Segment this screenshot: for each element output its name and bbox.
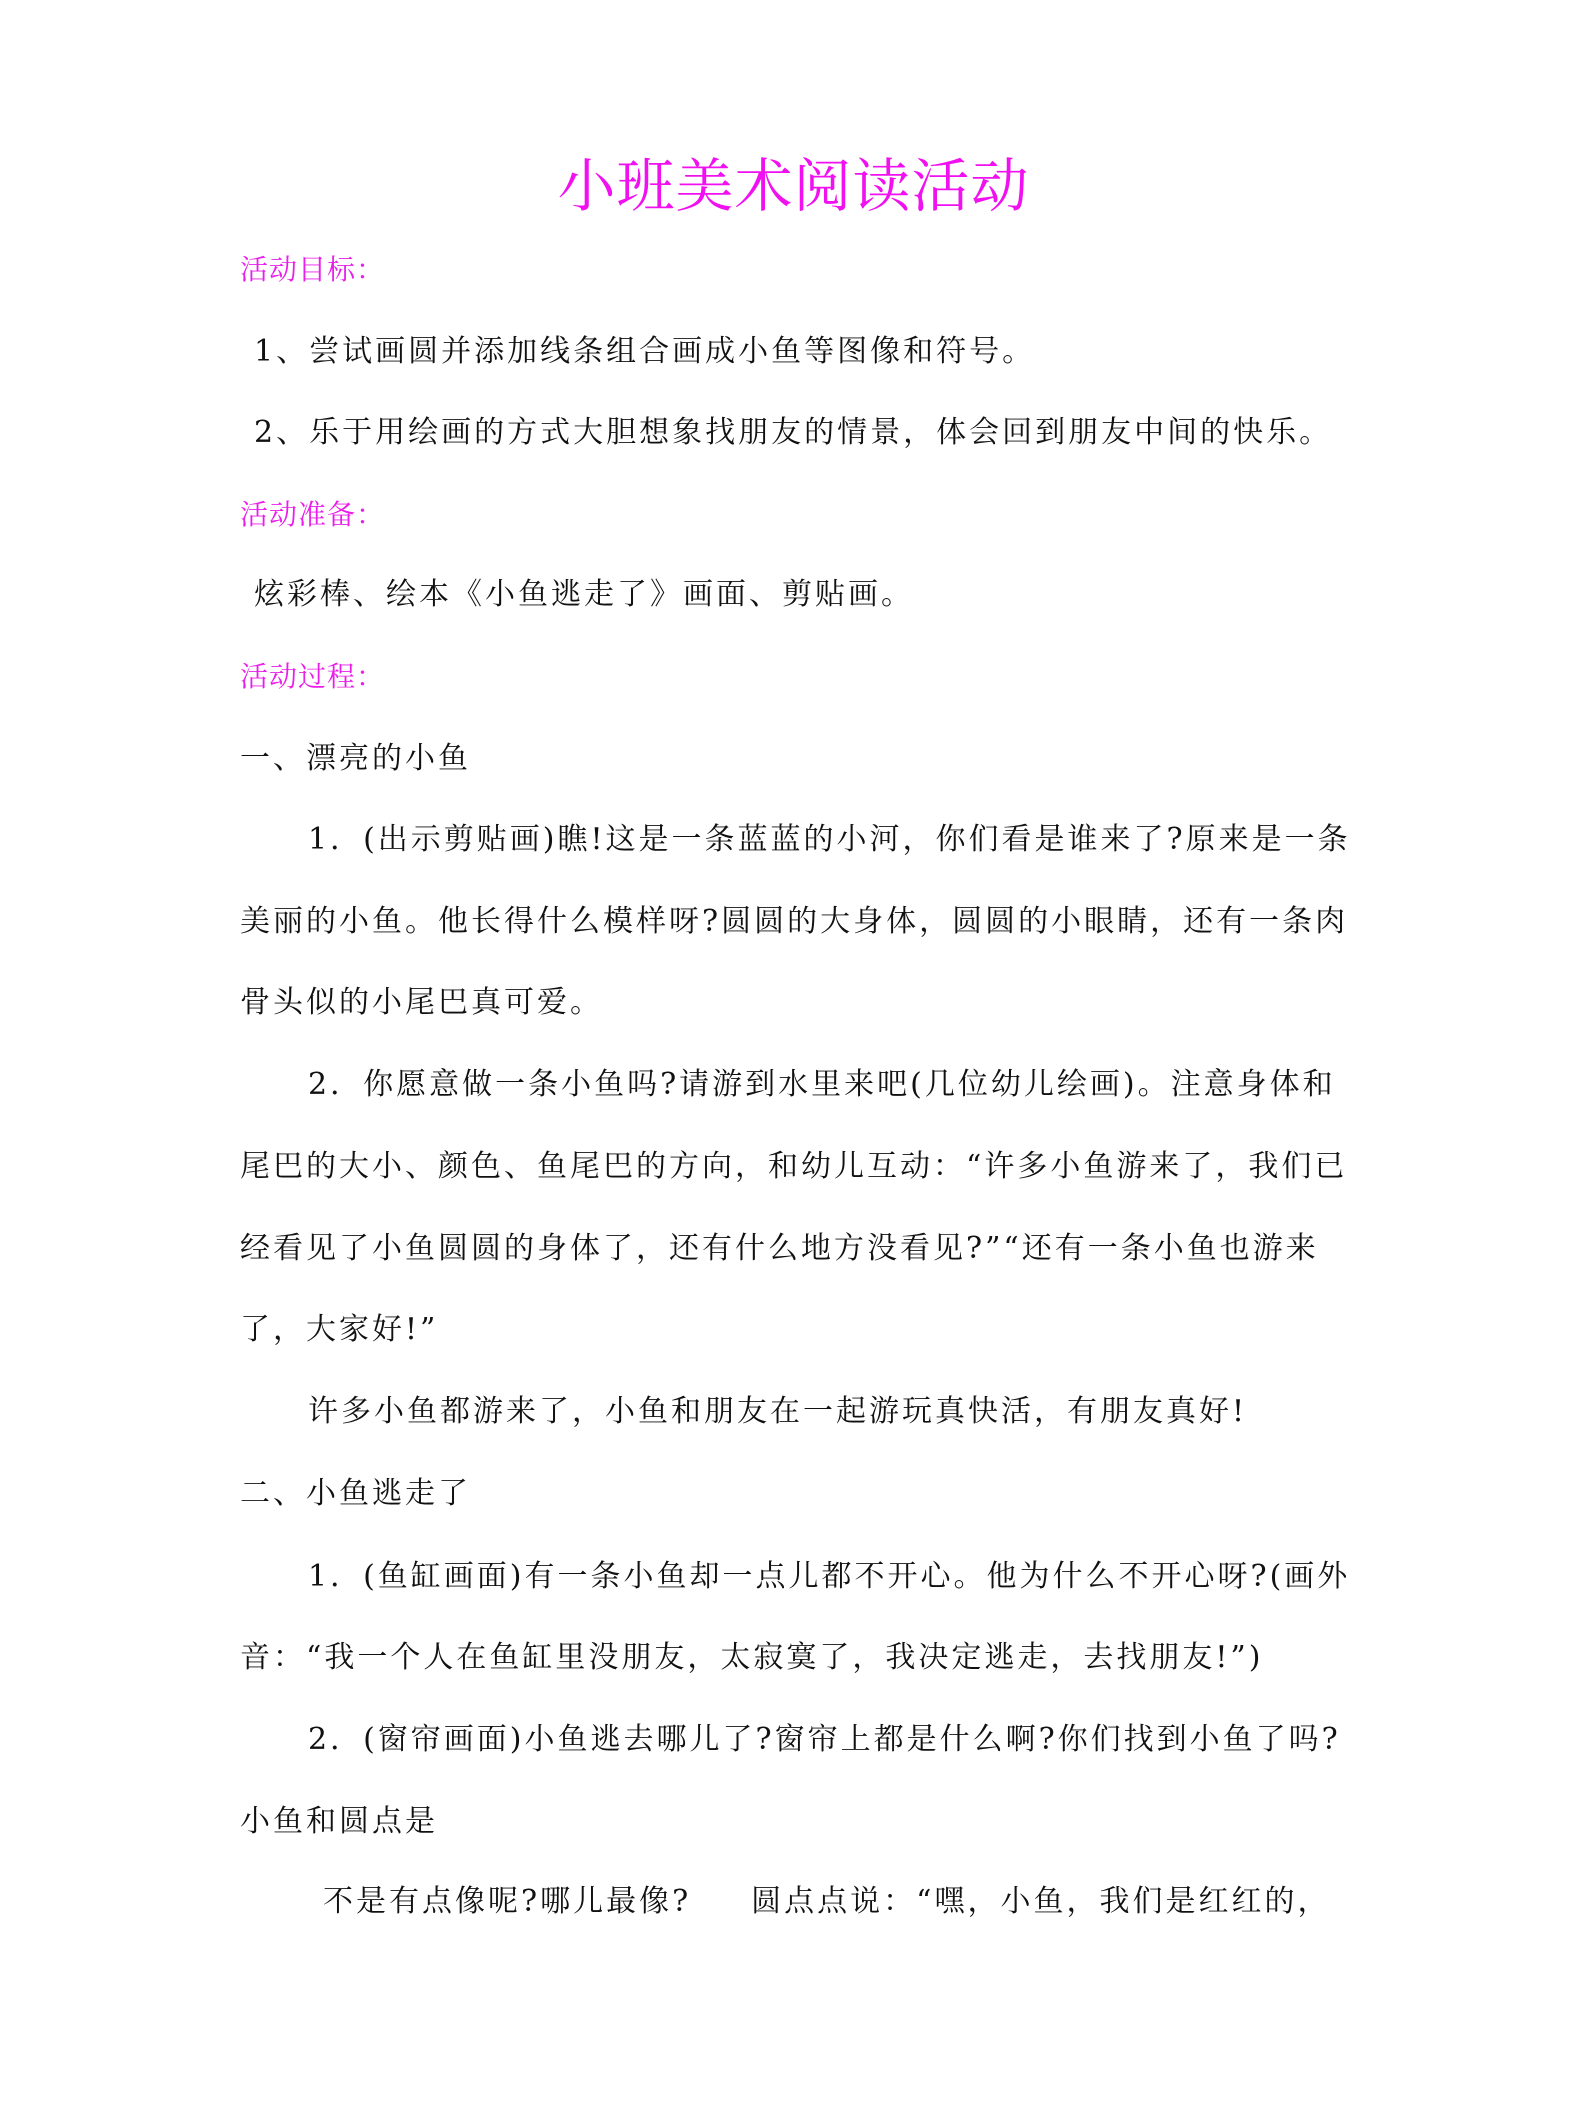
last-line-part-b: 圆点点说：“嘿，小鱼，我们是红红的， — [751, 1884, 1331, 1919]
paragraph-line: 1．(出示剪贴画)瞧!这是一条蓝蓝的小河，你们看是谁来了?原来是一条 — [308, 822, 1351, 857]
document-title: 小班美术阅读活动 — [557, 152, 1030, 220]
preparation-text: 炫彩棒、绘本《小鱼逃走了》画面、剪贴画。 — [254, 577, 914, 612]
last-line-part-a: 不是有点像呢?哪儿最像? — [323, 1884, 692, 1919]
paragraph-line: 美丽的小鱼。他长得什么模样呀?圆圆的大身体，圆圆的小眼睛，还有一条肉 — [240, 904, 1349, 939]
paragraph-line: 尾巴的大小、颜色、鱼尾巴的方向，和幼儿互动：“许多小鱼游来了，我们已 — [240, 1149, 1348, 1184]
paragraph-line: 许多小鱼都游来了，小鱼和朋友在一起游玩真快活，有朋友真好! — [308, 1394, 1248, 1429]
paragraph-line: 音：“我一个人在鱼缸里没朋友，太寂寞了，我决定逃走，去找朋友!”) — [240, 1640, 1264, 1675]
part2-title: 二、小鱼逃走了 — [240, 1476, 471, 1511]
section-heading-goals: 活动目标： — [240, 253, 386, 286]
section-heading-process: 活动过程： — [240, 660, 386, 693]
paragraph-line: 经看见了小鱼圆圆的身体了，还有什么地方没看见?”“还有一条小鱼也游来 — [240, 1231, 1319, 1266]
goal-item-2: 2、乐于用绘画的方式大胆想象找朋友的情景，体会回到朋友中间的快乐。 — [254, 415, 1333, 450]
paragraph-line: 2．你愿意做一条小鱼吗?请游到水里来吧(几位幼儿绘画)。注意身体和 — [308, 1067, 1336, 1102]
paragraph-line: 1．(鱼缸画面)有一条小鱼却一点儿都不开心。他为什么不开心呀?(画外 — [308, 1559, 1351, 1594]
goal-item-1: 1、尝试画圆并添加线条组合画成小鱼等图像和符号。 — [254, 334, 1036, 369]
paragraph-line: 小鱼和圆点是 — [240, 1804, 438, 1839]
paragraph-line-last — [323, 1882, 1433, 1922]
section-heading-preparation: 活动准备： — [240, 498, 386, 531]
paragraph-line: 骨头似的小尾巴真可爱。 — [240, 985, 603, 1020]
paragraph-line: 了，大家好!” — [240, 1312, 439, 1347]
part1-title: 一、漂亮的小鱼 — [240, 741, 471, 776]
paragraph-line: 2．(窗帘画面)小鱼逃去哪儿了?窗帘上都是什么啊?你们找到小鱼了吗? — [308, 1722, 1341, 1757]
